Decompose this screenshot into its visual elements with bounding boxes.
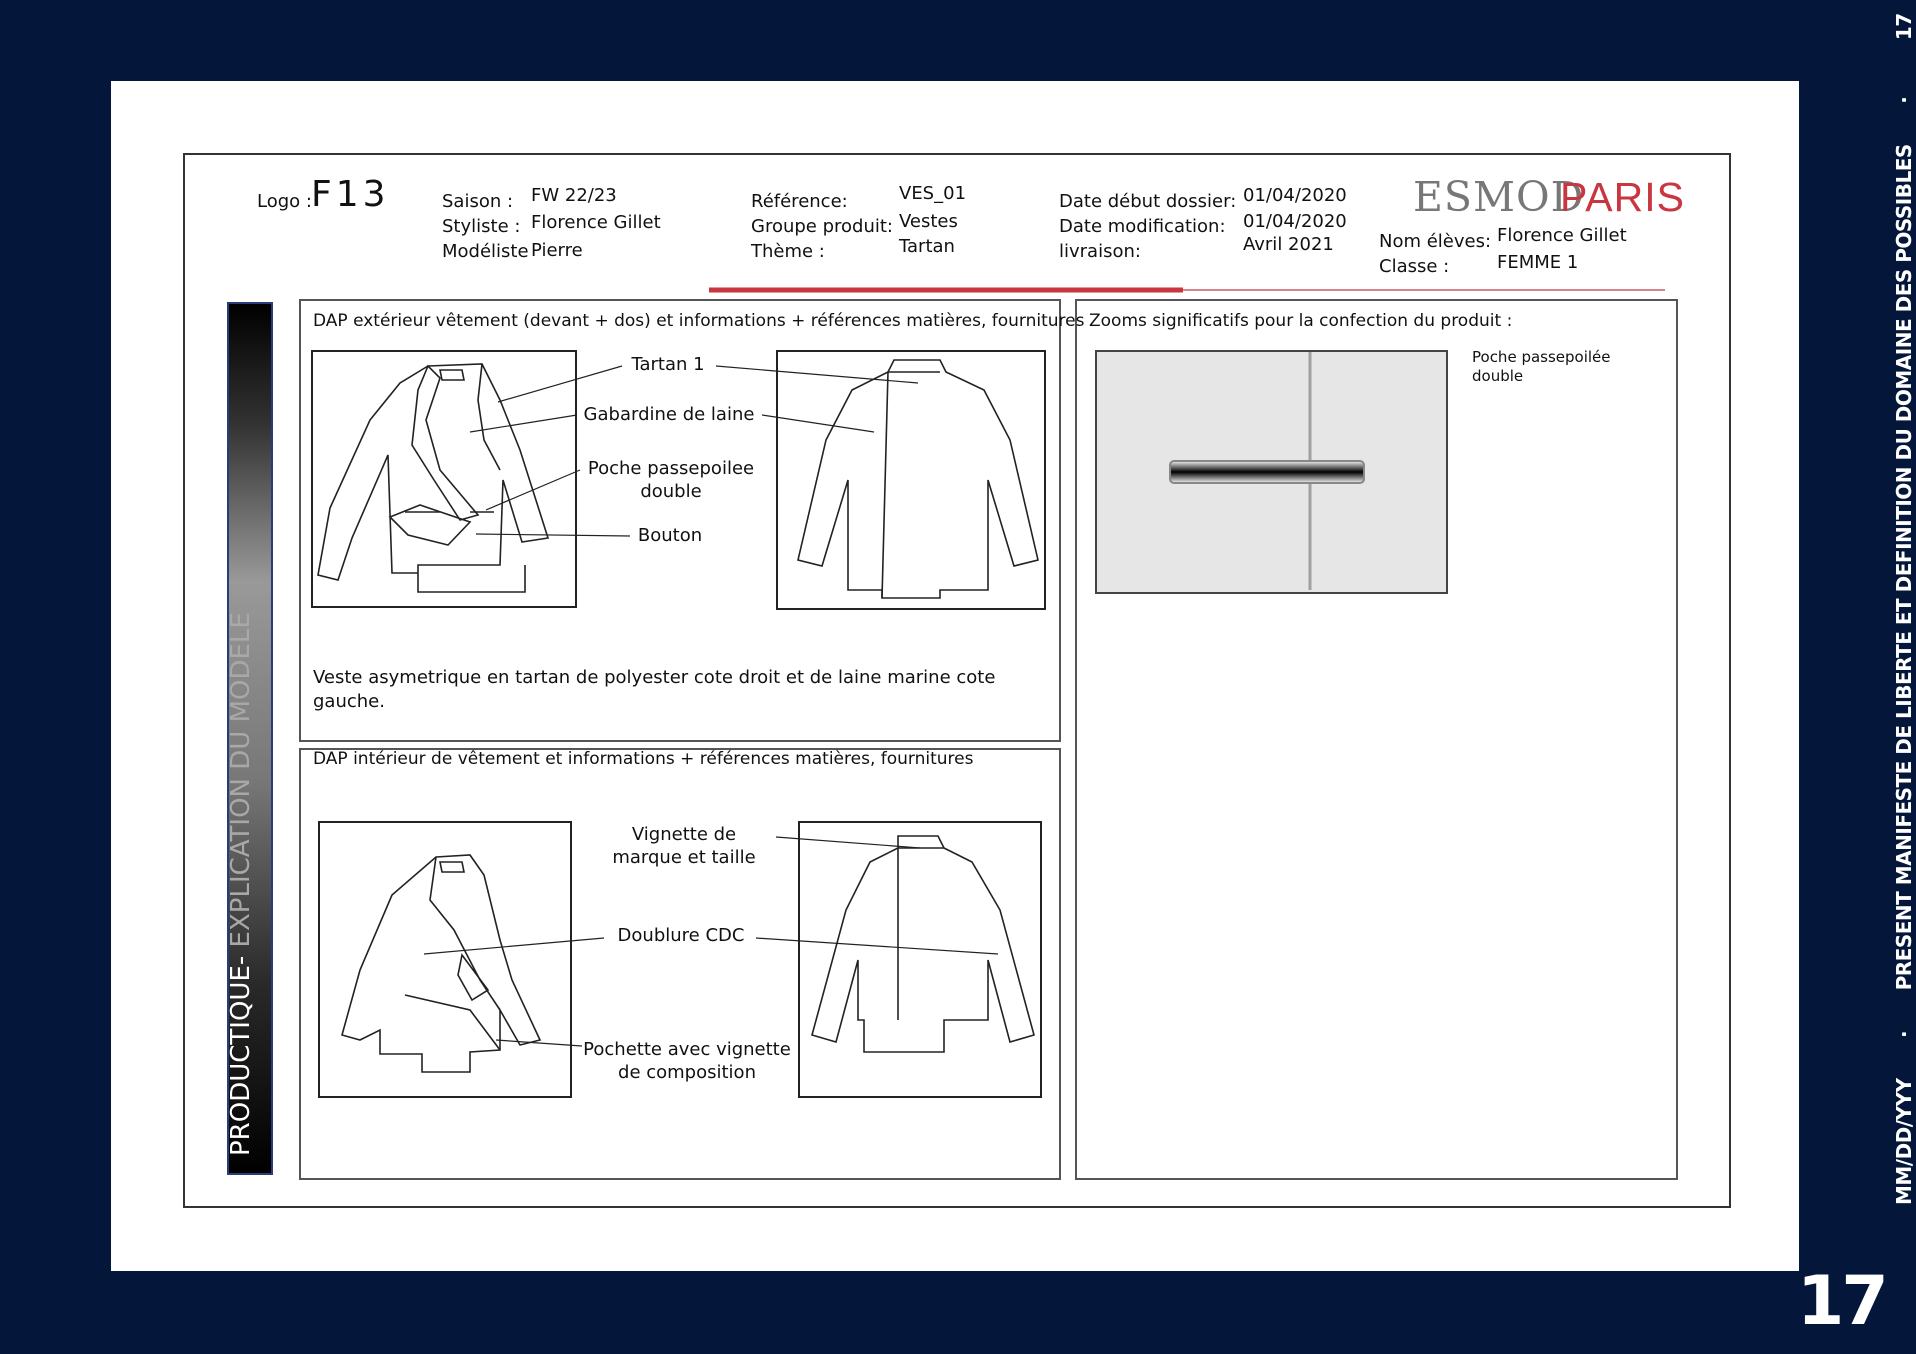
callout-pochette: Pochette avec vignette de composition (583, 1039, 791, 1083)
nom-label: Nom élèves: (1379, 231, 1492, 252)
page-number: 17 (1797, 1262, 1886, 1341)
brand-paris: PARIS (1560, 174, 1685, 220)
side-strip-text (1892, 13, 1916, 1205)
side-date: MM/DD/YYY (1892, 1078, 1916, 1205)
callout-bouton: Bouton (637, 525, 703, 546)
styliste-label: Styliste : (442, 216, 521, 237)
interior-title: DAP intérieur de vêtement et informations + références matières, fournitures (313, 749, 974, 769)
callout-gabardine: Gabardine de laine (583, 404, 755, 425)
livraison-label: livraison: (1059, 241, 1141, 262)
groupe-value: Vestes (899, 211, 958, 232)
theme-value: Tartan (899, 236, 955, 257)
theme-label: Thème : (751, 241, 825, 262)
groupe-label: Groupe produit: (751, 216, 893, 237)
sidebar-text-main: PRODUCTIQUE- (226, 947, 256, 1156)
exterior-description: Veste asymetrique en tartan de polyester cote droit et de laine marine cote gauche. (313, 667, 996, 712)
classe-label: Classe : (1379, 256, 1450, 277)
classe-value: FEMME 1 (1497, 252, 1579, 273)
sidebar-text-faded: EXPLICATION DU MODELE (226, 612, 256, 948)
side-page-small: 17 (1892, 13, 1916, 41)
date-modif-label: Date modification: (1059, 216, 1226, 237)
callout-doublure: Doublure CDC (617, 925, 745, 946)
modeliste-value: Pierre (531, 240, 583, 261)
zoom-title: Zooms significatifs pour la confection du produit : (1089, 311, 1513, 331)
nom-value: Florence Gillet (1497, 225, 1627, 246)
brand-esmod: ESMOD (1413, 173, 1585, 221)
reference-value: VES_01 (899, 183, 967, 204)
logo-code: F13 (311, 174, 390, 215)
callout-poche: Poche passepoilee double (587, 458, 755, 502)
side-dot-2: · (1892, 96, 1916, 104)
side-title: PRESENT MANIFESTE DE LIBERTE ET DEFINITION DU DOMAINE DES POSSIBLES (1892, 144, 1916, 991)
modeliste-label: Modéliste (442, 241, 529, 262)
saison-label: Saison : (442, 191, 514, 212)
side-dot-1: · (1892, 1030, 1916, 1038)
exterior-title: DAP extérieur vêtement (devant + dos) et informations + références matières, fournitures (313, 311, 1085, 331)
logo-label: Logo : (257, 191, 312, 212)
zoom-caption: Poche passepoilée double (1472, 348, 1611, 385)
date-debut-label: Date début dossier: (1059, 191, 1237, 212)
livraison-value: Avril 2021 (1243, 234, 1334, 255)
date-debut-value: 01/04/2020 (1243, 185, 1347, 206)
callout-vignette: Vignette de marque et taille (612, 824, 756, 868)
styliste-value: Florence Gillet (531, 212, 661, 233)
callout-tartan: Tartan 1 (631, 354, 705, 375)
saison-value: FW 22/23 (531, 185, 617, 206)
reference-label: Référence: (751, 191, 848, 212)
date-modif-value: 01/04/2020 (1243, 211, 1347, 232)
